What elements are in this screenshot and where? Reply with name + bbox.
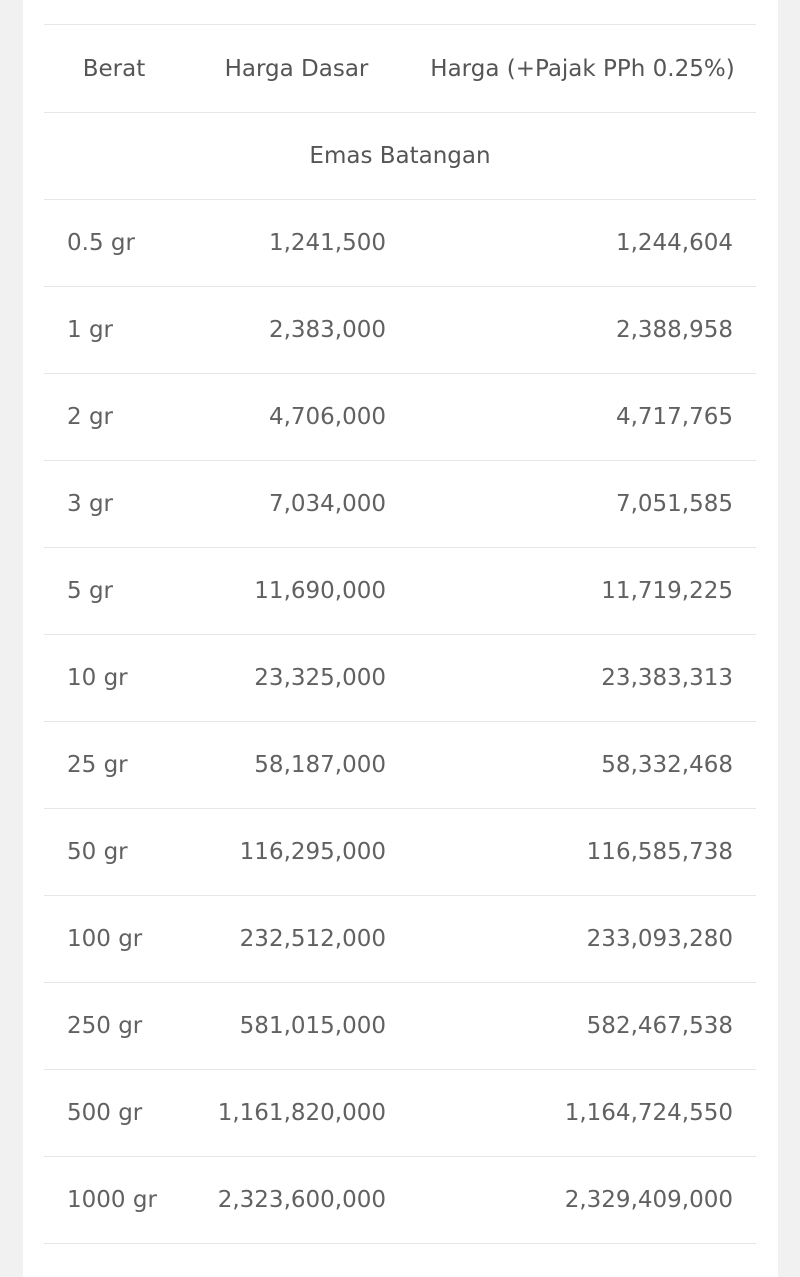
header-berat: Berat [44,25,184,113]
table-row [44,1070,756,1157]
cell-berat: 25 gr [44,722,184,809]
table-row [44,200,756,287]
cell-harga-pajak: 4,717,765 [409,374,756,461]
cell-harga-dasar: 23,325,000 [184,635,409,722]
cell-harga-dasar: 7,034,000 [184,461,409,548]
table-row [44,635,756,722]
table-body [44,113,756,1244]
cell-harga-pajak: 11,719,225 [409,548,756,635]
cell-berat: 10 gr [44,635,184,722]
cell-harga-pajak: 7,051,585 [409,461,756,548]
table-row [44,461,756,548]
cell-harga-dasar: 116,295,000 [184,809,409,896]
header-harga-pajak: Harga (+Pajak PPh 0.25%) [409,25,756,113]
cell-harga-dasar: 2,383,000 [184,287,409,374]
cell-harga-pajak: 2,329,409,000 [409,1157,756,1244]
cell-berat: 2 gr [44,374,184,461]
cell-berat: 500 gr [44,1070,184,1157]
cell-harga-dasar: 58,187,000 [184,722,409,809]
cell-harga-dasar: 4,706,000 [184,374,409,461]
cell-harga-pajak: 2,388,958 [409,287,756,374]
section-row [44,113,756,200]
section-title: Emas Batangan [44,113,756,200]
cell-harga-pajak: 233,093,280 [409,896,756,983]
cell-berat: 5 gr [44,548,184,635]
cell-berat: 100 gr [44,896,184,983]
cell-harga-dasar: 581,015,000 [184,983,409,1070]
cell-berat: 0.5 gr [44,200,184,287]
cell-harga-pajak: 1,244,604 [409,200,756,287]
cell-berat: 3 gr [44,461,184,548]
table-row [44,1157,756,1244]
cell-harga-dasar: 1,241,500 [184,200,409,287]
table-row [44,287,756,374]
cell-harga-pajak: 582,467,538 [409,983,756,1070]
cell-berat: 1000 gr [44,1157,184,1244]
cell-berat: 50 gr [44,809,184,896]
gold-price-table [44,24,756,1244]
table-row [44,548,756,635]
header-harga-dasar: Harga Dasar [184,25,409,113]
cell-harga-dasar: 232,512,000 [184,896,409,983]
table-header [44,25,756,113]
cell-berat: 1 gr [44,287,184,374]
table-row [44,809,756,896]
cell-harga-pajak: 116,585,738 [409,809,756,896]
header-row [44,25,756,113]
cell-berat: 250 gr [44,983,184,1070]
cell-harga-dasar: 2,323,600,000 [184,1157,409,1244]
cell-harga-pajak: 58,332,468 [409,722,756,809]
cell-harga-pajak: 23,383,313 [409,635,756,722]
cell-harga-dasar: 1,161,820,000 [184,1070,409,1157]
cell-harga-dasar: 11,690,000 [184,548,409,635]
cell-harga-pajak: 1,164,724,550 [409,1070,756,1157]
table-row [44,374,756,461]
table-row [44,722,756,809]
content-card [23,0,778,1277]
table-row [44,983,756,1070]
table-row [44,896,756,983]
